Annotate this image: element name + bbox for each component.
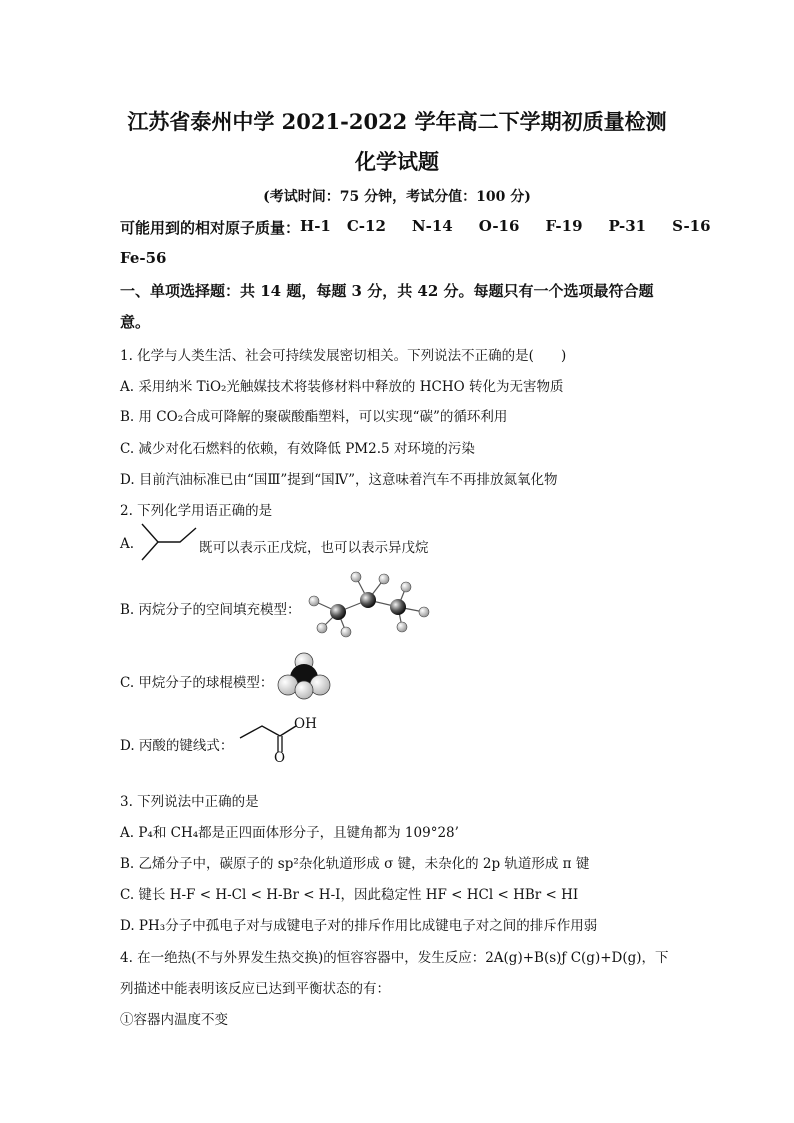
section-heading-cont: 意。: [120, 313, 151, 331]
q4-stem: 4. 在一绝热(不与外界发生热交换)的恒容容器中，发生反应：2A(g)+B(s)ƒ C(g)+D(g)，下: [120, 950, 669, 966]
atomic-mass-item: S-16: [672, 217, 711, 235]
skeletal-structure-icon: [138, 522, 200, 564]
atomic-mass-label: 可能用到的相对原子质量：: [120, 219, 301, 237]
q3-stem: 3. 下列说法中正确的是: [120, 794, 259, 810]
q1-option-a: A. 采用纳米 TiO₂光触媒技术将装修材料中释放的 HCHO 转化为无害物质: [120, 379, 564, 395]
q2-stem: 2. 下列化学用语正确的是: [120, 503, 273, 519]
section-heading: 一、单项选择题：共 14 题，每题 3 分，共 42 分。每题只有一个选项最符合题: [120, 282, 654, 300]
atomic-mass-item: F-19: [545, 217, 583, 235]
atomic-mass-line: [120, 217, 711, 238]
q2-option-c: C. 甲烷分子的球棍模型：: [120, 675, 274, 691]
q1-option-d: D. 目前汽油标准已由“国Ⅲ”提到“国Ⅳ”，这意味着汽车不再排放氮氧化物: [120, 472, 558, 488]
q2-option-a-label: A.: [120, 536, 135, 552]
oh-label: OH: [294, 716, 317, 732]
q2-option-a-text: 既可以表示正戊烷，也可以表示异戊烷: [199, 540, 429, 556]
q3-option-b: B. 乙烯分子中，碳原子的 sp²杂化轨道形成 σ 键，未杂化的 2p 轨道形成 π 键: [120, 856, 590, 872]
q2-option-d: D. 丙酸的键线式：: [120, 738, 234, 754]
q3-option-c: C. 键长 H-F < H-Cl < H-Br < H-I，因此稳定性 HF < HCl < HBr < HI: [120, 887, 579, 903]
atomic-mass-item: H-1: [300, 217, 331, 235]
q2-option-b: B. 丙烷分子的空间填充模型：: [120, 602, 301, 618]
carbonyl-o-label: O: [274, 750, 286, 766]
atomic-mass-extra: Fe-56: [120, 249, 167, 267]
exam-info: (考试时间：75 分钟，考试分值：100 分): [263, 189, 531, 205]
propane-model-icon: [300, 570, 436, 640]
q1-stem: 1. 化学与人类生活、社会可持续发展密切相关。下列说法不正确的是( ): [120, 348, 567, 364]
q4-stem-cont: 列描述中能表明该反应已达到平衡状态的有：: [120, 981, 390, 997]
q3-option-a: A. P₄和 CH₄都是正四面体形分子，且键角都为 109°28’: [120, 825, 459, 841]
methane-model-icon: [276, 652, 332, 700]
q1-option-c: C. 减少对化石燃料的依赖，有效降低 PM2.5 对环境的污染: [120, 441, 475, 457]
atomic-mass-item: N-14: [411, 217, 453, 235]
q1-option-b: B. 用 CO₂合成可降解的聚碳酸酯塑料，可以实现“碳”的循环利用: [120, 409, 508, 425]
q3-option-d: D. PH₃分子中孤电子对与成键电子对的排斥作用比成键电子对之间的排斥作用弱: [120, 918, 598, 934]
exam-title: 江苏省泰州中学 2021-2022 学年高二下学期初质量检测: [127, 109, 667, 134]
atomic-mass-item: O-16: [478, 217, 520, 235]
atomic-mass-item: P-31: [608, 217, 647, 235]
q4-item-1: ①容器内温度不变: [120, 1012, 228, 1028]
subject-title: 化学试题: [355, 149, 439, 174]
atomic-mass-item: C-12: [346, 217, 386, 235]
